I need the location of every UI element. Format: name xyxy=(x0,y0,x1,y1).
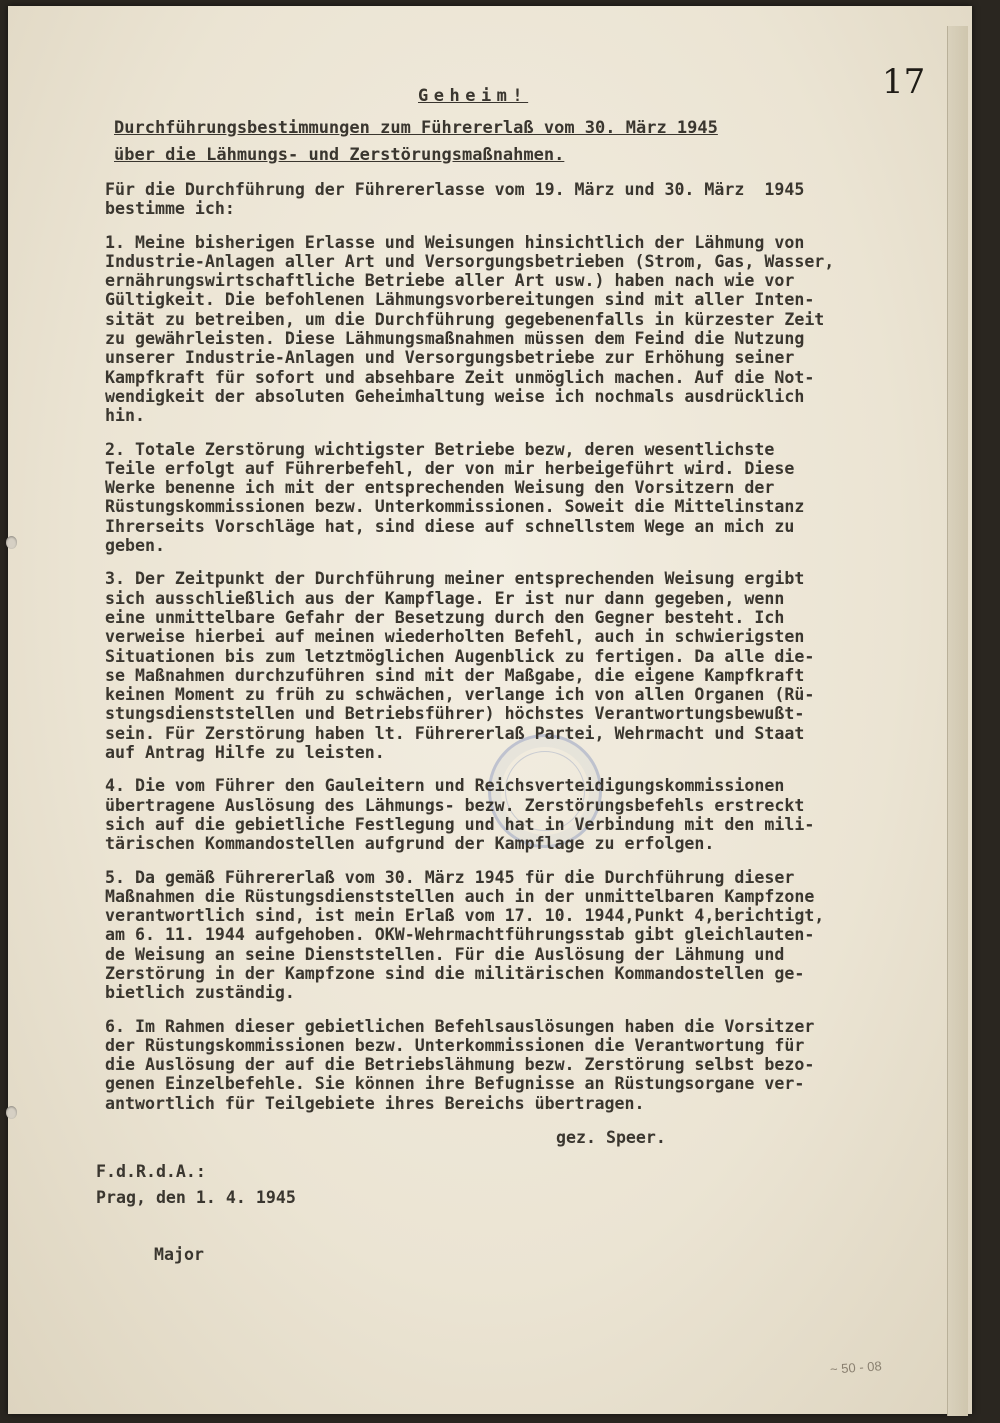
punch-hole xyxy=(6,1106,17,1119)
page-number: 17 xyxy=(882,62,926,102)
fdrda-line: F.d.R.d.A.: xyxy=(96,1162,206,1181)
document-subtitle-line-2: über die Lähmungs- und Zerstörungsmaßnahmen. xyxy=(114,145,565,165)
document-title: Geheim! xyxy=(418,86,529,106)
document-body xyxy=(105,180,965,1127)
rank: Major xyxy=(154,1245,204,1264)
paragraph-6: 6. Im Rahmen dieser gebietlichen Befehlsauslösungen haben die Vorsitzer der Rüstungskommissionen bezw. Unterkommissionen die Verantwortung für die Auslösung der auf die Betriebslähmung bezw. Zerstörung selbst bezo- genen Einzelbefehle. Sie können ihre Befugnisse an Rüstungsorgane ver- antwortlich für Teilgebiete ihres Bereichs übertragen. xyxy=(105,1016,815,1113)
place-date: Prag, den 1. 4. 1945 xyxy=(96,1188,296,1207)
signature: gez. Speer. xyxy=(556,1128,666,1147)
archive-note: ~ 50 - 08 xyxy=(829,1358,883,1377)
paragraph-3: 3. Der Zeitpunkt der Durchführung meiner entsprechenden Weisung ergibt sich ausschließlich aus der Kampflage. Er ist nur dann gegeben, wenn eine unmittelbare Gefahr der Besetzung durch den Gegner besteht. Ich verweise hierbei auf meinen wiederholten Befehl, auch in schwierigsten Situationen bis zum letztmöglichen Augenblick zu fertigen. Da alle die- se Maßnahmen durchzuführen sind mit der Maßgabe, die eigene Kampfkraft keinen Moment zu früh zu schwächen, verlange ich von allen Organen (Rü- stungsdienststellen und Betriebsführer) höchstes Verantwortungsbewußt- sein. Für Zerstörung haben lt. Führererlaß Partei, Wehrmacht und Staat auf Antrag Hilfe zu leisten. xyxy=(105,569,815,763)
document-subtitle-line-1: Durchführungsbestimmungen zum Führererlaß vom 30. März 1945 xyxy=(114,118,718,138)
paragraph-1: 1. Meine bisherigen Erlasse und Weisungen hinsichtlich der Lähmung von Industrie-Anlagen aller Art und Versorgungsbetrieben (Strom, Gas, Wasser, ernährungswirtschaftliche Betriebe aller Art usw.) haben nach wie vor Gültigkeit. Die befohlenen Lähmungsvorbereitungen sind mit aller Inten- sität zu betreiben, um die Durchführung gegebenenfalls in kürzester Zeit zu gewährleisten. Diese Lähmungsmaßnahmen müssen dem Feind die Nutzung unserer Industrie-Anlagen und Versorgungsbetriebe zur Erhöhung seiner Kampfkraft für sofort und absehbare Zeit unmöglich machen. Auf die Not- wendigkeit der absoluten Geheimhaltung weise ich nochmals ausdrücklich hin. xyxy=(105,232,835,426)
paragraph-5: 5. Da gemäß Führererlaß vom 30. März 1945 für die Durchführung dieser Maßnahmen die Rüstungsdienststellen auch in der unmittelbaren Kampfzone verantwortlich sind, ist mein Erlaß vom 17. 10. 1944,Punkt 4,berichtigt, am 6. 11. 1944 aufgehoben. OKW-Wehrmachtführungsstab gibt gleichlauten- de Weisung an seine Dienststellen. Für die Auslösung der Lähmung und Zerstörung in der Kampfzone sind die militärischen Kommandostellen ge- bietlich zuständig. xyxy=(105,867,825,1003)
paragraph-2: 2. Totale Zerstörung wichtigster Betriebe bezw, deren wesentlichste Teile erfolgt auf Führerbefehl, der von mir herbeigeführt wird. Diese Werke benenne ich mit der entsprechenden Weisung den Vorsitzern der Rüstungskommissionen bezw. Unterkommissionen. Soweit die Mittelinstanz Ihrerseits Vorschläge hat, sind diese auf schnellstem Wege an mich zu geben. xyxy=(105,439,805,556)
punch-hole xyxy=(6,536,17,549)
intro-paragraph: Für die Durchführung der Führererlasse vom 19. März und 30. März 1945 bestimme ich: xyxy=(105,180,805,219)
paragraph-4: 4. Die vom Führer den Gauleitern und Reichsverteidigungskommissionen übertragene Auslösung des Lähmungs- bezw. Zerstörungsbefehls erstreckt sich auf die gebietliche Festlegung und hat in Verbindung mit den mili- tärischen Kommandostellen aufgrund der Kampflage zu erfolgen. xyxy=(105,776,815,854)
